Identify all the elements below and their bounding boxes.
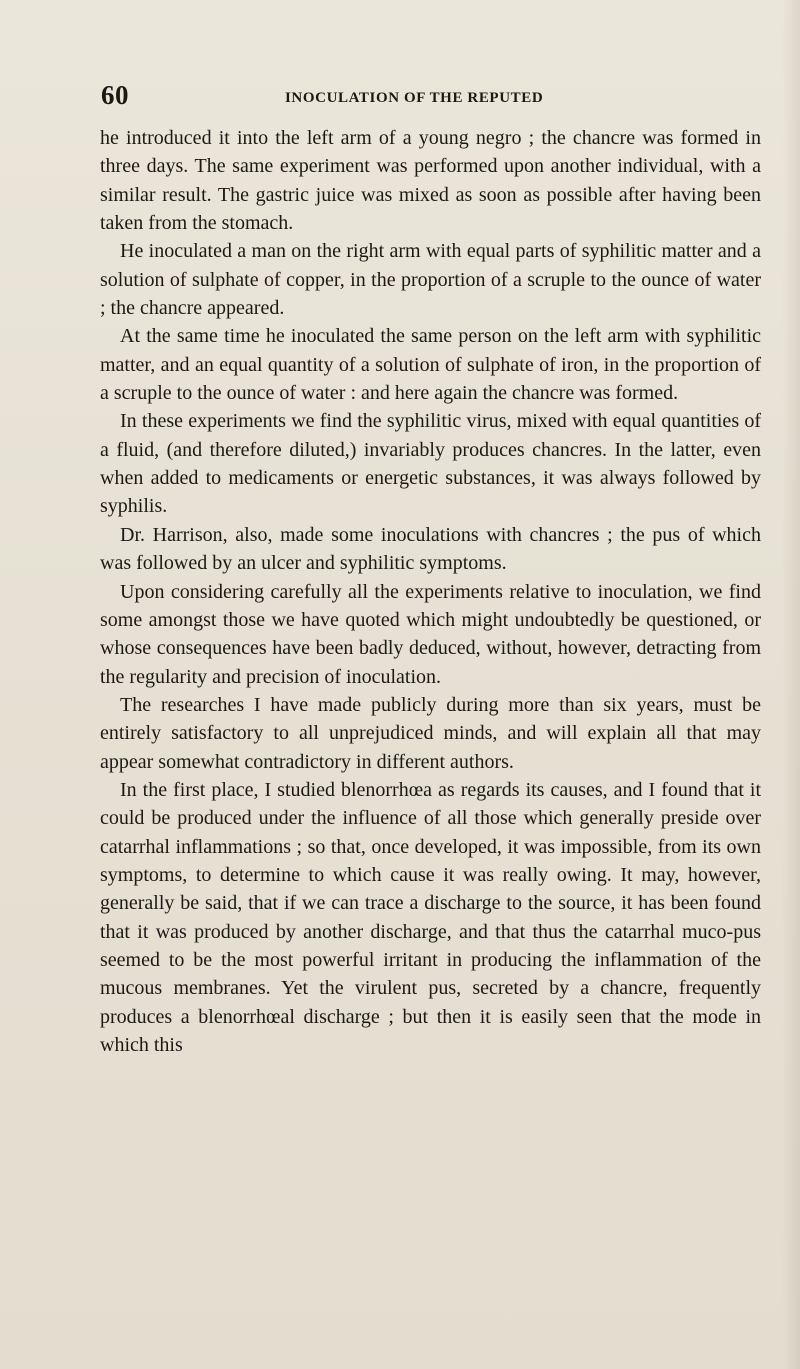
paragraph: The researches I have made publicly during more than six years, must be entirely satisfactory to all unprejudiced minds, and will explain all that may appear somewhat contradictory in different authors.: [100, 693, 761, 773]
page-edge-shadow: [782, 0, 800, 1369]
paragraph-continued: he introduced it into the left arm of a young negro ; the chancre was formed in three days. The same experiment was performed upon another individual, with a similar result. The gastric juice was mixed as soon as possible after having been taken from the stomach.: [100, 127, 761, 235]
running-title: INOCULATION OF THE REPUTED: [285, 90, 544, 106]
paragraph: In these experiments we find the syphilitic virus, mixed with equal quantities of a fluid, (and therefore diluted,) invariably produces chancres. In the latter, even when added to medicaments or energetic substances, it was always followed by syphilis.: [100, 410, 761, 518]
paragraph: Upon considering carefully all the experiments relative to inoculation, we find some amongst those we have quoted which might undoubtedly be questioned, or whose consequences have been badly deduced, without, however, detracting from the regularity and precision of inoculation.: [100, 580, 761, 688]
page-number: 60: [101, 80, 129, 110]
paragraph: In the first place, I studied blenorrhœa as regards its causes, and I found that it could be produced under the influence of all those which generally preside over catarrhal inflammations ; so that, once developed, it was impossible, from its own symptoms, to determine to which cause it was really owing. It may, however, generally be said, that if we can trace a discharge to the source, it has been found that it was produced by another discharge, and that thus the catarrhal muco-pus seemed to be the most powerful irritant in producing the inflammation of the mucous membranes. Yet the virulent pus, secreted by a chancre, frequently produces a blenorrhœal discharge ; but then it is easily seen that the mode in which this: [100, 778, 761, 1056]
paragraph: Dr. Harrison, also, made some inoculations with chancres ; the pus of which was followed by an ulcer and syphilitic symptoms.: [100, 523, 761, 575]
paragraph: He inoculated a man on the right arm with equal parts of syphilitic matter and a solution of sulphate of copper, in the proportion of a scruple to the ounce of water ; the chancre appeared.: [100, 240, 761, 320]
running-head: [101, 80, 761, 110]
body-text: [100, 124, 761, 1059]
paragraph: At the same time he inoculated the same person on the left arm with syphilitic matter, and an equal quantity of a solution of sulphate of iron, in the proportion of a scruple to the ounce of water : and here again the chancre was formed.: [100, 325, 761, 405]
